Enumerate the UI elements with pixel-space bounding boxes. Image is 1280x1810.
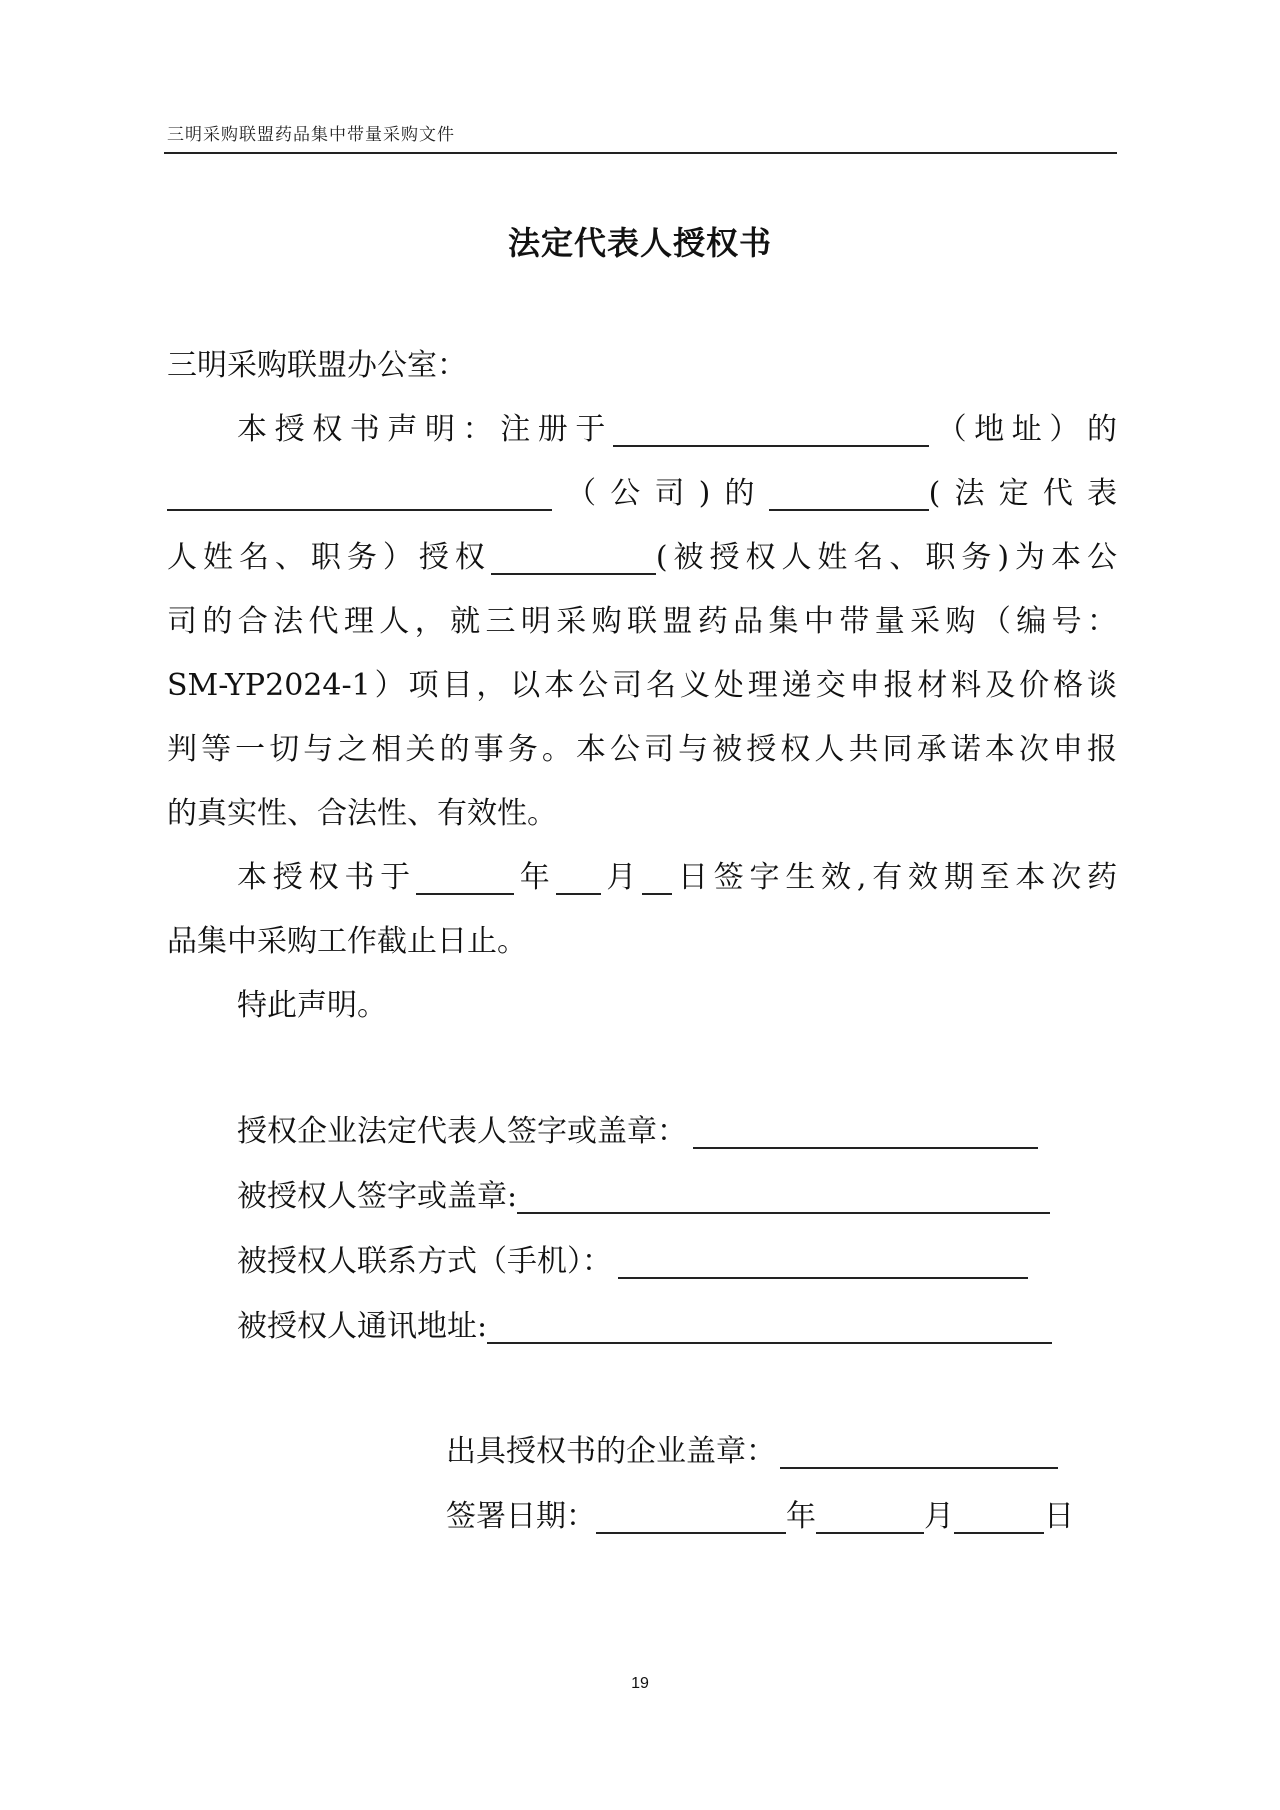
paragraph-1-line-5: SM-YP2024-1）项目，以本公司名义处理递交申报材料及价格谈	[167, 668, 1117, 703]
signature-label: 被授权人联系方式（手机）：	[237, 1244, 612, 1279]
sign-day-blank[interactable]	[954, 1500, 1044, 1534]
contact-row	[237, 1242, 1028, 1282]
date-unit: 年	[786, 1499, 816, 1534]
sign-month-blank[interactable]	[816, 1500, 924, 1534]
legal-rep-signature-blank[interactable]	[693, 1115, 1038, 1149]
text-segment: 日签字生效,有效期至本次药	[672, 860, 1118, 895]
text-segment: 月	[600, 860, 643, 895]
date-unit: 月	[924, 1499, 954, 1534]
paragraph-2-line-1	[237, 858, 1117, 898]
paragraph-1-line-6: 判等一切与之相关的事务。本公司与被授权人共同承诺本次申报	[167, 732, 1117, 767]
signature-label: 被授权人通讯地址:	[237, 1309, 488, 1344]
text-segment: （公司)的	[552, 476, 769, 511]
paragraph-1-line-2	[167, 474, 1117, 514]
seal-label: 出具授权书的企业盖章：	[446, 1434, 776, 1469]
effective-month-blank[interactable]	[556, 861, 601, 895]
text-segment: 年	[513, 860, 556, 895]
authorized-person-blank[interactable]	[491, 541, 656, 575]
text-segment: 本授权书声明：注册于	[237, 412, 613, 447]
address-blank[interactable]	[613, 413, 929, 447]
date-label: 签署日期：	[446, 1499, 596, 1534]
paragraph-1-line-7: 的真实性、合法性、有效性。	[167, 796, 557, 831]
date-unit: 日	[1044, 1499, 1074, 1534]
header-rule	[164, 152, 1117, 154]
signature-label: 被授权人签字或盖章:	[237, 1179, 518, 1214]
company-seal-blank[interactable]	[780, 1435, 1058, 1469]
paragraph-1-line-4: 司的合法代理人，就三明采购联盟药品集中带量采购（编号：	[167, 604, 1117, 639]
address-row	[237, 1307, 1052, 1347]
sign-year-blank[interactable]	[596, 1500, 786, 1534]
legal-rep-blank[interactable]	[769, 477, 929, 511]
mailing-address-blank[interactable]	[487, 1310, 1052, 1344]
contact-phone-blank[interactable]	[618, 1245, 1028, 1279]
text-segment: 本授权书于	[237, 860, 416, 895]
paragraph-1-line-3	[167, 538, 1117, 578]
signing-date-row	[446, 1497, 1074, 1537]
addressee: 三明采购联盟办公室：	[167, 348, 467, 383]
company-blank[interactable]	[167, 477, 552, 511]
legal-rep-signature-row	[237, 1112, 1038, 1152]
authorized-signature-blank[interactable]	[517, 1180, 1050, 1214]
effective-year-blank[interactable]	[416, 861, 514, 895]
company-seal-row	[446, 1432, 1058, 1472]
text-segment: 人姓名、职务）授权	[167, 540, 491, 575]
text-segment: (法定代表	[928, 476, 1117, 511]
text-segment: （地址）的	[929, 412, 1117, 447]
paragraph-3: 特此声明。	[237, 988, 387, 1023]
effective-day-blank[interactable]	[642, 861, 672, 895]
page-number: 19	[631, 1675, 649, 1692]
document-title: 法定代表人授权书	[507, 224, 772, 262]
running-header: 三明采购联盟药品集中带量采购文件	[167, 125, 455, 145]
signature-label: 授权企业法定代表人签字或盖章：	[237, 1114, 687, 1149]
paragraph-1-line-1	[237, 410, 1117, 450]
text-segment: (被授权人姓名、职务)为本公	[655, 540, 1117, 575]
paragraph-2-line-2: 品集中采购工作截止日止。	[167, 924, 527, 959]
authorized-signature-row	[237, 1177, 1050, 1217]
